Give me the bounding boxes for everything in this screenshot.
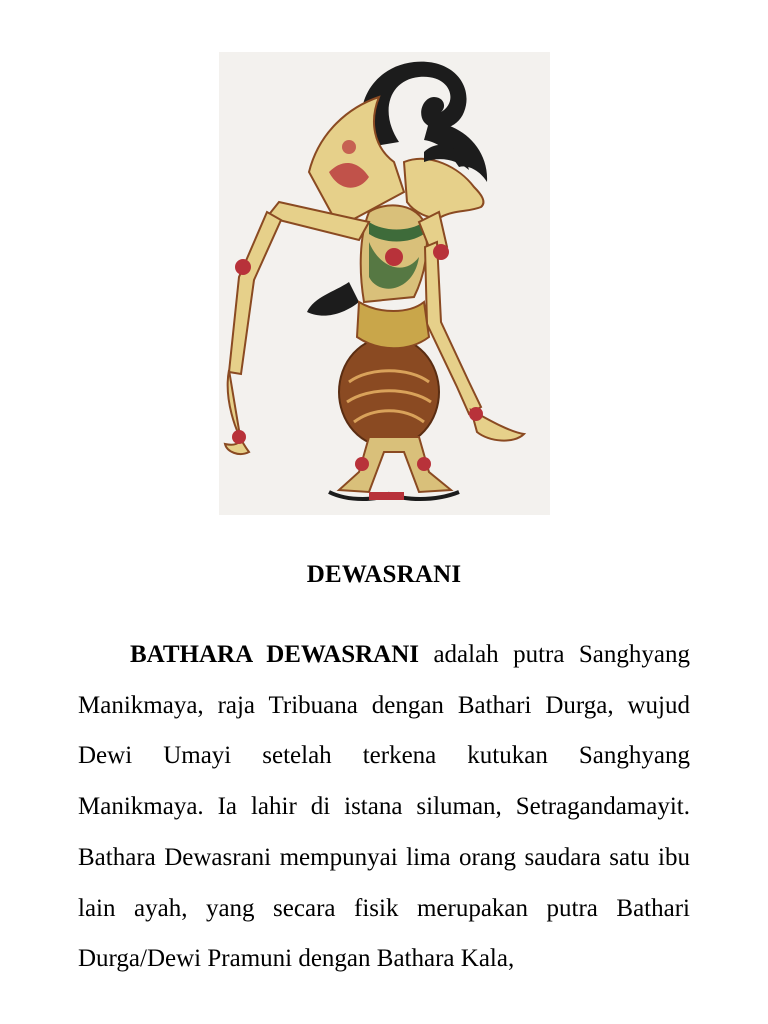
page-title: DEWASRANI xyxy=(306,561,462,588)
right-bracelet xyxy=(433,244,449,260)
sash xyxy=(307,282,359,316)
paragraph-text: adalah putra Sanghyang Manikmaya, raja Tribuana dengan Bathari Durga, wujud Dewi Umayi setelah terkena kutukan Sanghyang Manikmaya. Ia lahir di istana siluman, Setragandamayit. Bathara Dewasrani mempunyai lima orang saudara satu ibu lain ayah, yang secara fisik merupakan putra Bathari Durga/Dewi Pramuni dengan Bathara Kala, xyxy=(78,641,690,973)
lead-name: BATHARA DEWASRANI xyxy=(130,641,420,668)
chest-jewel xyxy=(385,248,403,266)
stand-red xyxy=(369,492,404,500)
body-paragraph xyxy=(78,630,690,985)
right-anklet xyxy=(417,457,431,471)
waist-cloth xyxy=(357,302,429,348)
left-bracelet xyxy=(235,259,251,275)
left-anklet xyxy=(355,457,369,471)
wayang-puppet-illustration xyxy=(219,52,550,515)
left-arm-lower xyxy=(229,212,281,374)
right-wrist xyxy=(469,407,483,421)
left-wrist xyxy=(232,430,246,444)
headdress-dot xyxy=(342,140,356,154)
wayang-puppet-image xyxy=(219,52,550,515)
